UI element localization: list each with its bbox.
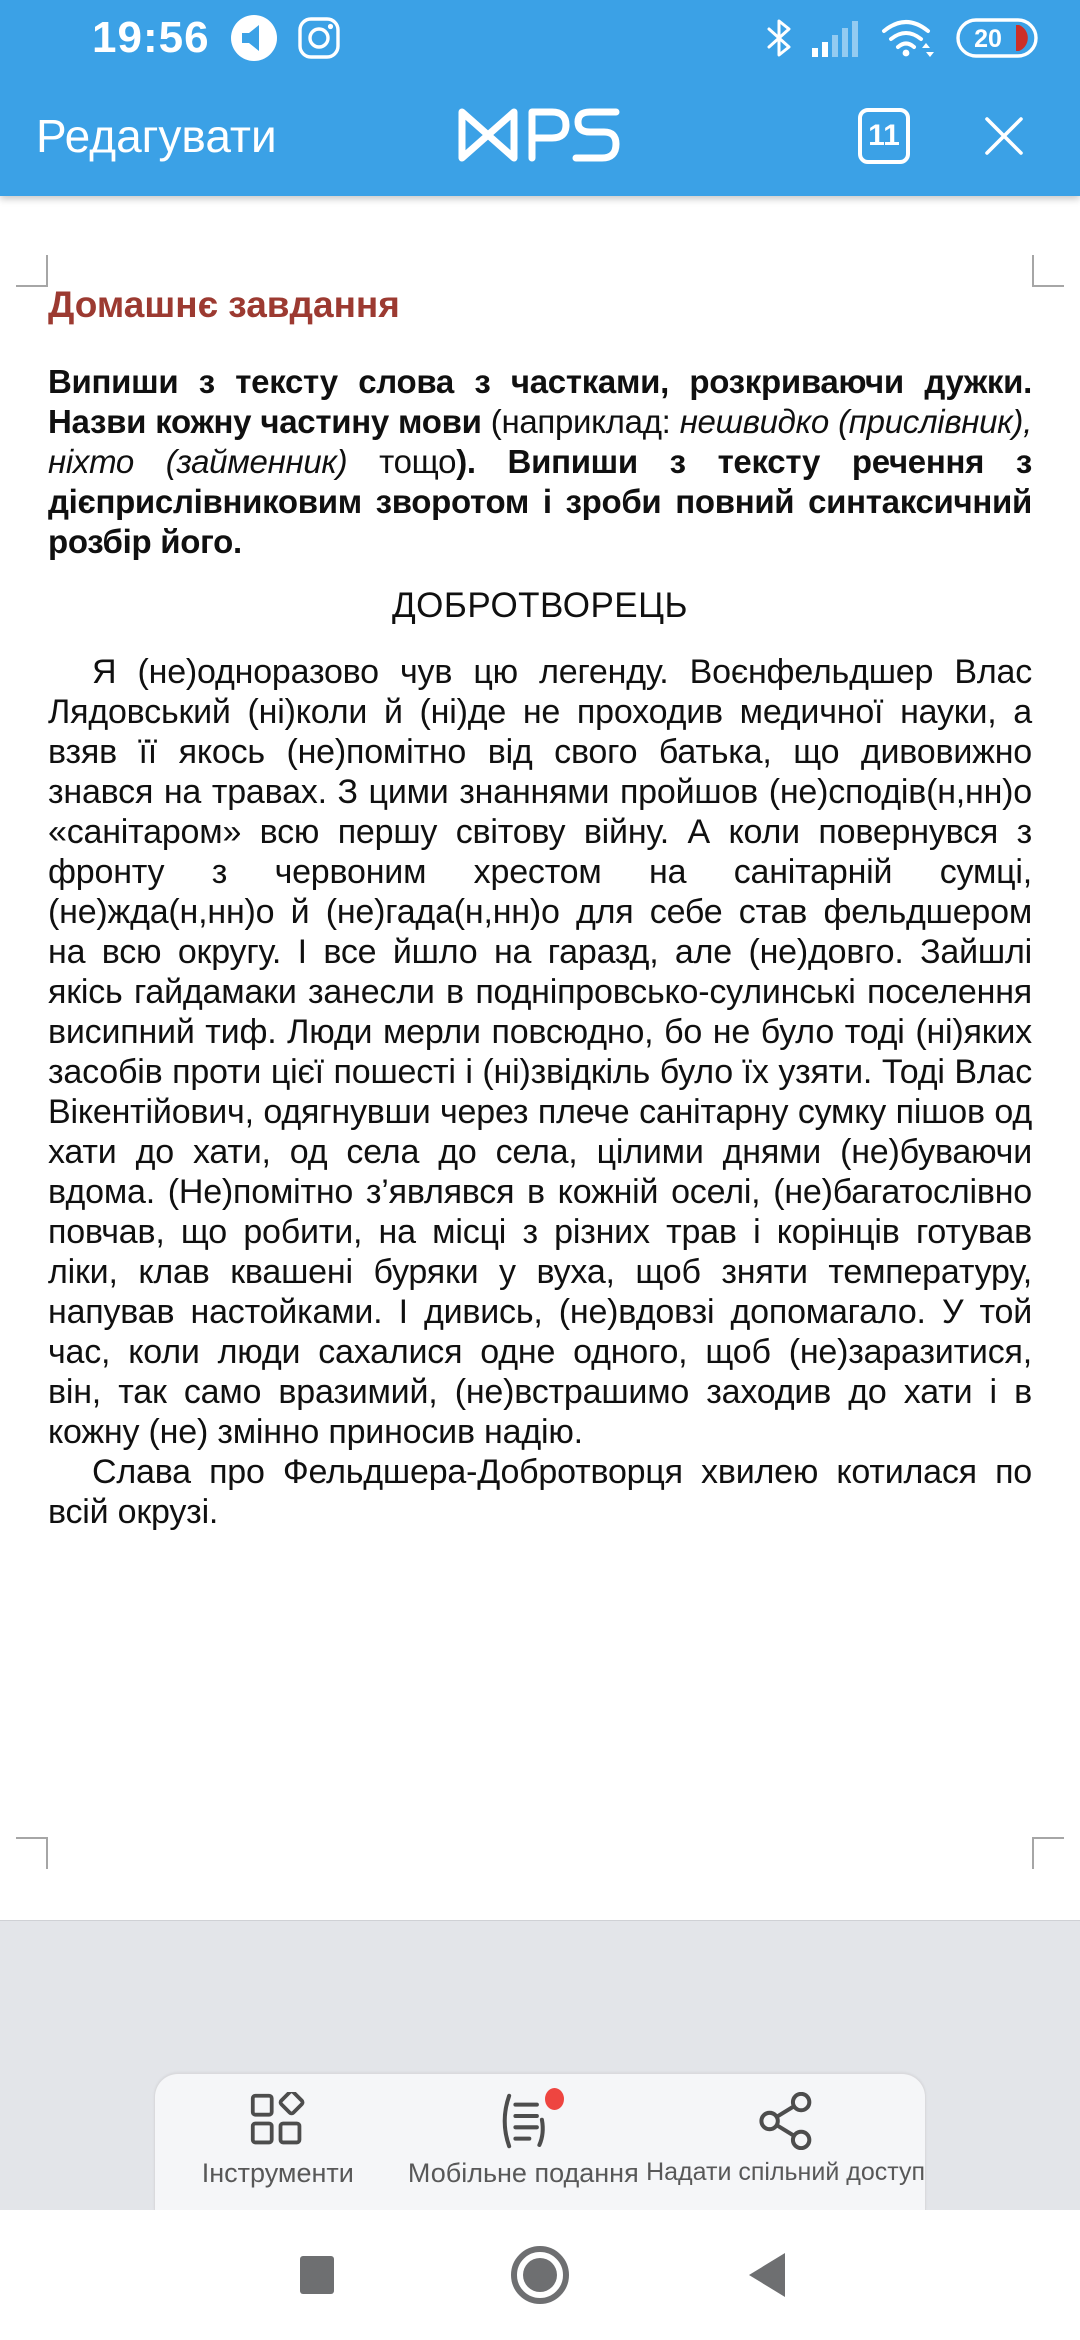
story-paragraph-2[interactable]: Слава про Фельдшера-Добротворця хвилею котилася по всій окрузі. <box>48 1453 1032 1531</box>
mobile-view-icon <box>494 2092 552 2154</box>
home-button[interactable] <box>480 2210 600 2340</box>
close-icon[interactable] <box>982 114 1026 158</box>
speaker-notification-icon <box>230 14 278 62</box>
assignment-bold-2: ). Випиши з тексту речення з дієприслівниковим зворотом і зроби повний синтаксичний розбір його. <box>48 443 1032 560</box>
document-page[interactable] <box>0 196 1080 1920</box>
home-icon <box>511 2246 569 2304</box>
tools-button[interactable] <box>155 2074 401 2211</box>
assignment-text[interactable] <box>48 362 1032 562</box>
page-count-badge[interactable]: 11 <box>858 108 910 164</box>
clock: 19:56 <box>92 13 210 62</box>
instagram-icon <box>296 15 342 61</box>
story-paragraph-1[interactable]: Я (не)одноразово чув цю легенду. Воєнфельдшер Влас Лядовський (ні)коли й (ні)де не проходив медичної науки, а взяв її якось (не)помітно від свого батька, що дивовижно знався на травах. З цими знаннями пройшов (не)сподів(н,нн)о «санітаром» всю першу світову війну. А коли повернувся з фронту з червоним хрестом на санітарній сумці, (не)жда(н,нн)о й (не)гада(н,нн)о для себе став фельдшером на всю округу. І все йшло на гаразд, але (не)довго. Зайшлі якісь гайдамаки занесли в подніпровсько-сулинські поселення висипний тиф. Люди мерли повсюдно, бо не було тоді (ні)яких засобів проти цієї пошесті і (ні)звідкіль було їх узяти. Тоді Влас Вікентійович, одягнувши через плече санітарну сумку пішов од хати до хати, од села до села, цілими днями (не)буваючи вдома. (Не)помітно з’являвся в кожній оселі, (не)багатослівно повчав, що робити, на місці з різних трав і корінців готував ліки, клав квашені буряки у вуха, щоб зняти температуру, напував настойками. І дивись, (не)вдовзі допомагало. У той час, коли люди сахалися одне одного, щоб (не)заразитися, він, так само вразимий, (не)встрашимо заходив до хати і в кожну (не) змінно приносив надію. <box>48 653 1032 1451</box>
back-button[interactable] <box>707 2210 827 2340</box>
battery-icon <box>956 17 1038 59</box>
app-header <box>0 0 1080 196</box>
bluetooth-icon <box>766 18 792 58</box>
bottom-toolbar <box>154 2073 926 2211</box>
assignment-regular-1: (наприклад: <box>490 403 680 440</box>
android-nav-bar <box>0 2210 1080 2340</box>
bottom-panel-background <box>0 1920 1080 2210</box>
share-label: Надати спільний доступ <box>646 2158 925 2186</box>
wifi-icon <box>880 16 936 60</box>
svg-text:20: 20 <box>974 25 1002 53</box>
margin-mark-top-right <box>1032 255 1064 287</box>
signal-strength-icon <box>812 18 860 58</box>
assignment-regular-2: тощо <box>379 443 457 480</box>
margin-mark-bottom-left <box>16 1837 48 1869</box>
status-bar <box>0 0 1080 76</box>
document-heading[interactable]: Домашнє завдання <box>48 284 400 325</box>
recent-apps-button[interactable] <box>257 2210 377 2340</box>
edit-mode-button[interactable]: Редагувати <box>36 110 277 162</box>
assignment-italic-1: нешвидко (прислівник), ніхто (займенник) <box>48 403 1032 480</box>
tools-label: Інструменти <box>201 2158 354 2188</box>
tools-grid-icon <box>249 2092 307 2154</box>
share-icon <box>757 2092 815 2154</box>
story-title[interactable]: ДОБРОТВОРЕЦЬ <box>391 586 689 625</box>
share-button[interactable] <box>646 2074 925 2211</box>
wps-logo-icon <box>456 104 624 166</box>
mobile-view-button[interactable] <box>401 2074 647 2211</box>
back-icon <box>749 2253 785 2297</box>
assignment-bold-1: Випиши з тексту слова з частками, розкриваючи дужки. Назви кожну частину мови <box>48 363 1032 440</box>
margin-mark-top-left <box>16 255 48 287</box>
mobile-view-label: Мобільне подання <box>407 2158 639 2188</box>
recent-apps-icon <box>300 2256 334 2294</box>
margin-mark-bottom-right <box>1032 1837 1064 1869</box>
app-bar <box>0 76 1080 196</box>
document-content[interactable] <box>48 284 1032 1532</box>
notification-dot <box>545 2088 564 2110</box>
